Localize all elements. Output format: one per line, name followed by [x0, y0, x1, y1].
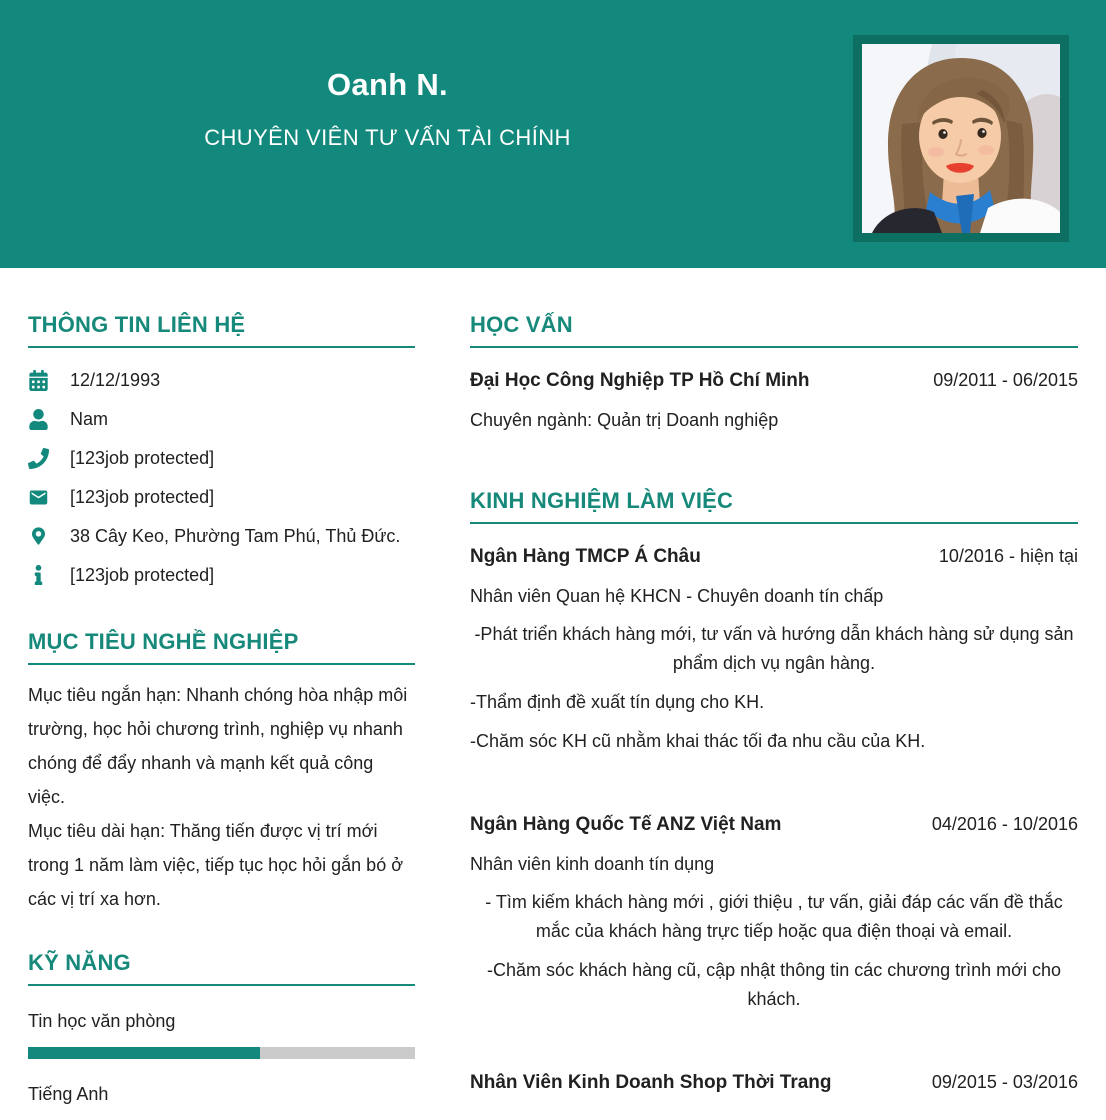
education-entry-row	[470, 368, 1078, 394]
job-bullet: - Tìm kiếm khách hàng mới , giới thiệu , tư vấn, giải đáp các vấn đề thắc mắc của khách hàng trực tiếp hoặc qua điện thoại và email.	[485, 892, 1063, 941]
objective-heading: MỤC TIÊU NGHỀ NGHIỆP	[28, 629, 415, 665]
gender-value: Nam	[70, 409, 109, 429]
candidate-name: Oanh N.	[327, 67, 448, 102]
job-bullet: -Phát triển khách hàng mới, tư vấn và hướng dẫn khách hàng sử dụng sản phẩm dịch vụ ngân hàng.	[474, 624, 1074, 673]
company-name: Ngân Hàng Quốc Tế ANZ Việt Nam	[470, 814, 782, 835]
job-bullet: -Thẩm định đề xuất tín dụng cho KH.	[470, 692, 765, 712]
experience-period: 10/2016 - hiện tại	[938, 546, 1078, 566]
contact-item-phone	[28, 439, 415, 478]
email-value: [123job protected]	[70, 487, 215, 507]
objective-paragraph: Mục tiêu ngắn hạn: Nhanh chóng hòa nhập môi trường, học hỏi chương trình, nghiệp vụ nhanh chóng để đẩy nhanh và mạnh kết quả công việc.	[28, 685, 408, 807]
contact-item-birthday	[28, 361, 415, 400]
skills-heading: KỸ NĂNG	[28, 950, 415, 986]
experience-entry-row	[470, 812, 1078, 838]
right-column	[470, 268, 1078, 1120]
contact-item-gender	[28, 400, 415, 439]
job-role: Nhân viên kinh doanh tín dụng	[470, 854, 715, 874]
left-column	[28, 268, 415, 1120]
education-entry	[470, 368, 1078, 434]
phone-icon	[28, 448, 49, 469]
envelope-icon	[28, 487, 49, 508]
extra-info-value: [123job protected]	[70, 565, 215, 585]
company-name: Nhân Viên Kinh Doanh Shop Thời Trang	[470, 1072, 832, 1093]
experience-entry	[470, 1070, 1078, 1096]
skill-bar-track	[28, 1047, 415, 1059]
portrait-illustration	[862, 44, 1060, 233]
experience-entry	[470, 544, 1078, 756]
calendar-icon	[28, 370, 49, 391]
objective-body	[28, 678, 415, 916]
job-bullet: -Chăm sóc KH cũ nhằm khai thác tối đa nhu cầu của KH.	[470, 731, 926, 751]
section-education	[470, 312, 1078, 434]
experience-period: 04/2016 - 10/2016	[931, 814, 1078, 834]
section-skills	[28, 950, 415, 1120]
location-pin-icon	[28, 526, 49, 547]
objective-paragraph: Mục tiêu dài hạn: Thăng tiến được vị trí mới trong 1 năm làm việc, tiếp tục học hỏi gắn bó ở các vị trí xa hơn.	[28, 821, 404, 909]
company-name: Ngân Hàng TMCP Á Châu	[470, 546, 701, 567]
cv-body	[0, 268, 1106, 1120]
header-text-block	[0, 68, 775, 151]
school-name: Đại Học Công Nghiệp TP Hồ Chí Minh	[470, 370, 810, 391]
job-role: Nhân viên Quan hệ KHCN - Chuyên doanh tín chấp	[470, 586, 884, 606]
skill-label: Tin học văn phòng	[28, 1011, 176, 1031]
job-description	[470, 888, 1078, 1014]
address-value: 38 Cây Keo, Phường Tam Phú, Thủ Đức.	[70, 526, 401, 546]
education-heading: HỌC VẤN	[470, 312, 1078, 348]
contact-heading: THÔNG TIN LIÊN HỆ	[28, 312, 415, 348]
contact-item-address	[28, 517, 415, 556]
candidate-job-title: CHUYÊN VIÊN TƯ VẤN TÀI CHÍNH	[204, 125, 571, 151]
experience-period: 09/2015 - 03/2016	[931, 1072, 1078, 1092]
phone-value: [123job protected]	[70, 448, 215, 468]
job-description	[470, 620, 1078, 756]
info-icon	[28, 565, 49, 586]
skill-label: Tiếng Anh	[28, 1084, 109, 1104]
section-experience	[470, 488, 1078, 1096]
skill-bar-fill	[28, 1047, 260, 1059]
skill-item	[28, 1008, 415, 1059]
section-objective	[28, 629, 415, 916]
job-bullet: -Chăm sóc khách hàng cũ, cập nhật thông tin các chương trình mới cho khách.	[487, 960, 1061, 1009]
cv-header	[0, 0, 1106, 268]
experience-entry-row	[470, 1070, 1078, 1096]
contact-item-extra	[28, 556, 415, 595]
experience-entry-row	[470, 544, 1078, 570]
profile-photo	[853, 35, 1069, 242]
education-period: 09/2011 - 06/2015	[933, 370, 1078, 390]
contact-item-email	[28, 478, 415, 517]
skill-item	[28, 1081, 415, 1120]
birthday-value: 12/12/1993	[70, 370, 161, 390]
experience-heading: KINH NGHIỆM LÀM VIỆC	[470, 488, 1078, 524]
contact-list	[28, 361, 415, 595]
education-detail: Chuyên ngành: Quản trị Doanh nghiệp	[470, 410, 779, 430]
experience-entry	[470, 812, 1078, 1014]
section-contact	[28, 312, 415, 595]
user-icon	[28, 409, 49, 430]
